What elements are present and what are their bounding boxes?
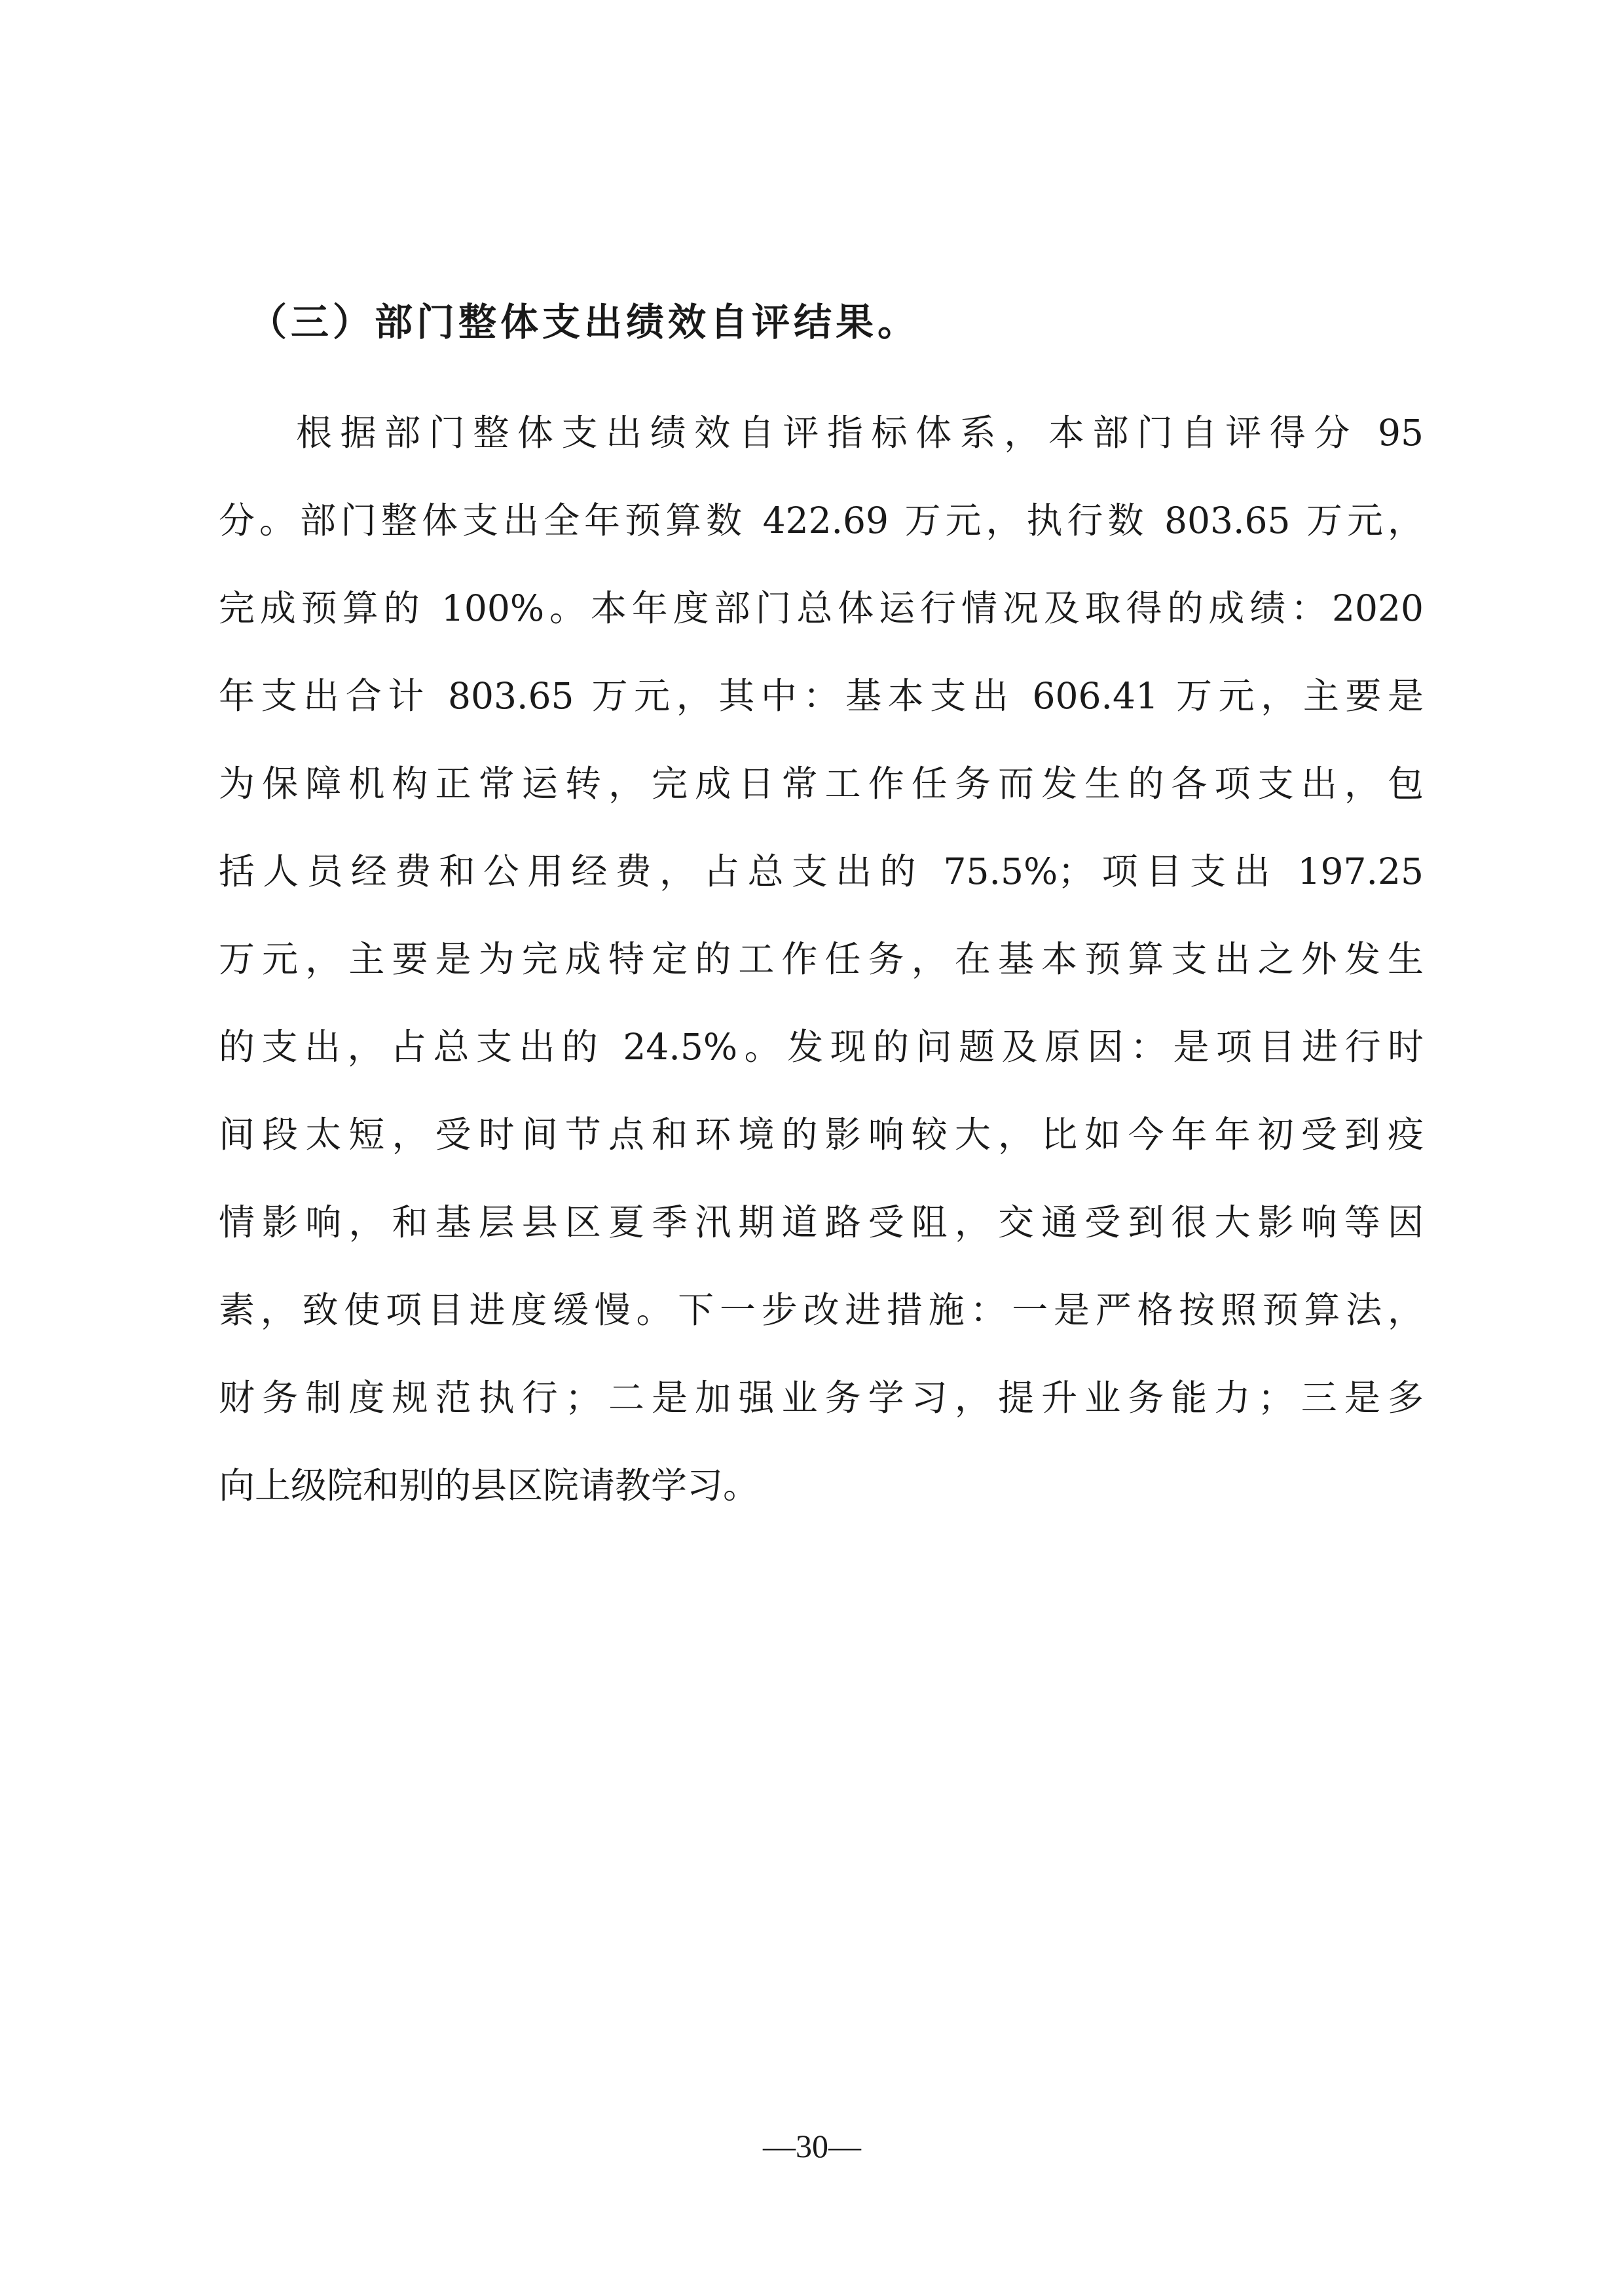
body-line: 年支出合计 803.65 万元，其中：基本支出 606.41 万元，主要是: [219, 675, 1424, 717]
body-line: 向上级院和别的县区院请教学习。: [219, 1465, 760, 1506]
body-line: 万元，主要是为完成特定的工作任务，在基本预算支出之外发生: [219, 938, 1424, 980]
section-heading: （三）部门整体支出绩效自评结果。: [249, 300, 920, 344]
section-body: [219, 389, 1424, 1529]
body-line: 的支出，占总支出的 24.5%。发现的问题及原因：是项目进行时: [219, 1026, 1424, 1068]
body-line: 完成预算的 100%。本年度部门总体运行情况及取得的成绩：2020: [219, 587, 1424, 629]
body-line: 括人员经费和公用经费，占总支出的 75.5%；项目支出 197.25: [219, 850, 1424, 892]
body-line: 情影响，和基层县区夏季汛期道路受阻，交通受到很大影响等因: [219, 1201, 1424, 1243]
body-line: 根据部门整体支出绩效自评指标体系，本部门自评得分 95: [296, 412, 1424, 454]
body-line: 素，致使项目进度缓慢。下一步改进措施：一是严格按照预算法，: [219, 1289, 1424, 1331]
page-number: —30—: [763, 2128, 861, 2164]
body-line: 为保障机构正常运转，完成日常工作任务而发生的各项支出，包: [219, 763, 1424, 805]
body-line: 分。部门整体支出全年预算数 422.69 万元，执行数 803.65 万元，: [219, 500, 1424, 541]
body-line: 间段太短，受时间节点和环境的影响较大，比如今年年初受到疫: [219, 1114, 1424, 1156]
body-line: 财务制度规范执行；二是加强业务学习，提升业务能力；三是多: [219, 1377, 1424, 1419]
